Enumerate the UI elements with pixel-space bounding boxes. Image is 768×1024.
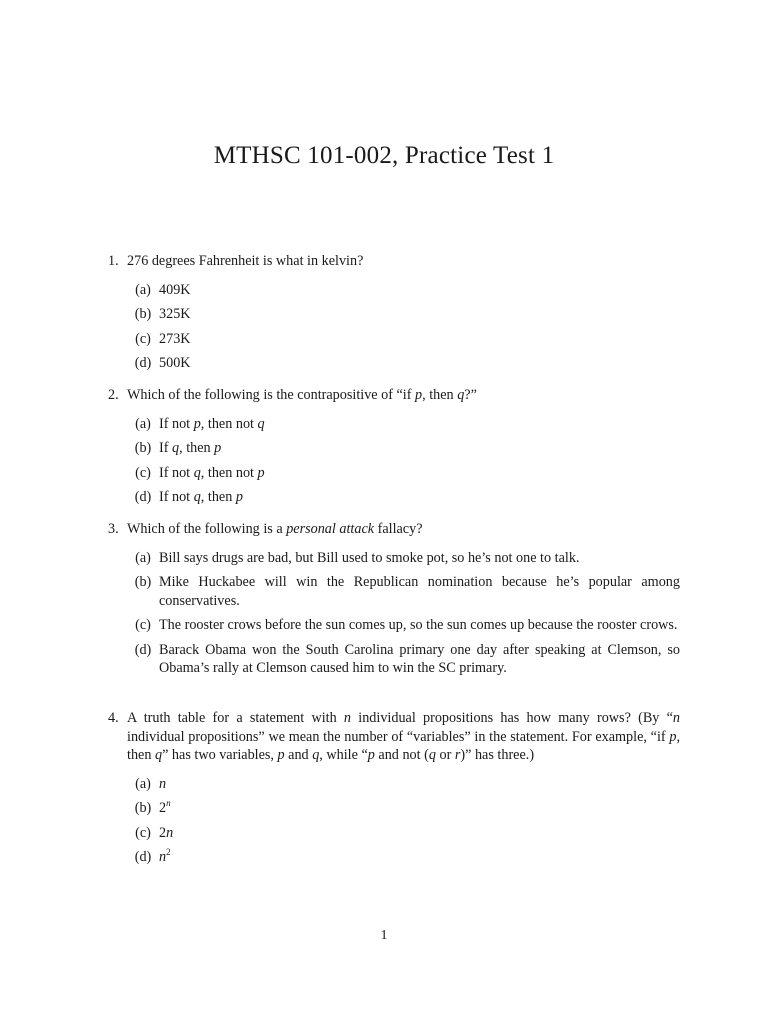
- math-variable: q: [154, 747, 163, 763]
- option-text: Mike Huckabee will win the Republican nomination because he’s popular among conservatives.: [159, 574, 680, 609]
- option-label: ( d ): [131, 641, 155, 660]
- question-text-mid: , then: [422, 387, 458, 403]
- answer-option-c: [131, 616, 680, 635]
- option-text-mid: , then not: [200, 464, 258, 481]
- question-1: [108, 252, 680, 379]
- answer-option-b: [131, 305, 680, 324]
- math-variable: p: [367, 747, 375, 763]
- math-variable: p: [193, 415, 201, 432]
- math-variable: q: [312, 747, 320, 763]
- option-text: Barack Obama won the South Carolina primary one day after speaking at Clemson, so Obama’s rally at Clemson caused him to win the SC primary.: [159, 641, 680, 676]
- question-text-post: ?”: [464, 387, 477, 403]
- option-label: ( b ): [131, 799, 155, 818]
- option-text: 325K: [159, 306, 191, 322]
- math-variable: n: [159, 775, 167, 792]
- math-variable: q: [193, 489, 201, 505]
- option-label: ( c ): [131, 464, 155, 483]
- option-text: Bill says drugs are bad, but Bill used to smoke pot, so he’s not one to talk.: [159, 549, 580, 566]
- option-text: The rooster crows before the sun comes up, so the sun comes up because the rooster crows.: [159, 617, 678, 633]
- math-variable: p: [415, 387, 423, 403]
- math-variable: q: [257, 415, 265, 432]
- answer-option-b: [131, 439, 680, 458]
- question-text: ” has two variables,: [162, 747, 278, 763]
- option-math: [159, 776, 166, 792]
- math-variable: n: [159, 849, 167, 865]
- page-number: 1: [380, 928, 388, 943]
- question-text: individual propositions has how many rows? (By “: [351, 710, 673, 726]
- option-label: ( b ): [131, 305, 155, 324]
- math-variable: p: [257, 464, 265, 481]
- document-title: MTHSC 101-002, Practice Test 1: [213, 142, 555, 169]
- option-text: 409K: [159, 281, 191, 298]
- math-variable: q: [428, 747, 436, 763]
- question-text: A truth table for a statement with: [127, 710, 344, 726]
- question-stem: [108, 386, 680, 405]
- option-label: ( d ): [131, 848, 155, 867]
- emphasized-term: personal attack: [286, 521, 375, 537]
- option-text-mid: , then: [200, 489, 236, 505]
- math-variable: q: [193, 464, 201, 481]
- option-text-mid: , then: [179, 440, 215, 456]
- answer-option-b: [131, 799, 680, 818]
- option-text: 500K: [159, 355, 191, 371]
- option-math: [159, 849, 171, 865]
- option-text: 273K: [159, 330, 191, 347]
- option-label: ( c ): [131, 330, 155, 349]
- question-text: or: [435, 747, 455, 763]
- question-text: individual propositions” we mean the number of “variables” in the statement. For example, “if: [127, 728, 670, 745]
- answer-options: [108, 549, 680, 678]
- question-2: [108, 386, 680, 513]
- option-math: [159, 825, 173, 841]
- question-number: 3.: [108, 521, 119, 537]
- math-variable: n: [343, 710, 352, 726]
- option-label: ( a ): [131, 549, 155, 568]
- question-text: )” has three.): [460, 747, 535, 763]
- answer-option-c: [131, 464, 680, 483]
- question-text-post: fallacy?: [374, 521, 423, 537]
- question-text-pre: Which of the following is the contrapositive of “if: [127, 387, 416, 403]
- question-text: and not (: [374, 747, 429, 763]
- option-text-pre: If: [159, 440, 172, 456]
- math-coefficient: 2: [159, 824, 167, 841]
- option-label: ( c ): [131, 824, 155, 843]
- answer-option-d: [131, 641, 680, 678]
- option-label: ( d ): [131, 354, 155, 373]
- answer-option-a: [131, 549, 680, 568]
- question-text-pre: Which of the following is a: [127, 521, 287, 537]
- option-label: ( a ): [131, 281, 155, 300]
- math-variable: n: [672, 710, 681, 726]
- answer-option-c: [131, 824, 680, 843]
- math-coefficient: 2: [159, 800, 167, 816]
- option-label: ( b ): [131, 573, 155, 592]
- math-variable: q: [457, 387, 465, 403]
- question-text: 276 degrees Fahrenheit is what in kelvin?: [127, 253, 364, 269]
- question-stem: [108, 520, 680, 539]
- option-label: ( a ): [131, 775, 155, 794]
- answer-option-a: [131, 775, 680, 794]
- math-variable: p: [277, 747, 285, 763]
- answer-option-c: [131, 330, 680, 349]
- answer-option-d: [131, 848, 680, 867]
- question-text: and: [284, 747, 313, 763]
- math-variable: p: [669, 728, 677, 745]
- option-label: ( d ): [131, 488, 155, 507]
- option-label: ( a ): [131, 415, 155, 434]
- question-text: , then: [127, 728, 680, 763]
- question-stem: [108, 252, 680, 271]
- option-text-mid: , then not: [200, 415, 258, 432]
- option-text-pre: If not: [159, 415, 194, 432]
- option-text-pre: If not: [159, 489, 194, 505]
- option-math: [159, 800, 171, 816]
- question-number: 1.: [108, 253, 119, 269]
- answer-option-a: [131, 281, 680, 300]
- answer-options: [108, 281, 680, 373]
- option-label: ( b ): [131, 439, 155, 458]
- math-variable: r: [454, 747, 461, 763]
- math-variable: q: [172, 440, 180, 456]
- question-number: 4.: [108, 710, 119, 726]
- answer-option-a: [131, 415, 680, 434]
- answer-options: [108, 415, 680, 507]
- option-label: ( c ): [131, 616, 155, 635]
- answer-option-d: [131, 488, 680, 507]
- question-stem: [108, 709, 680, 765]
- math-variable: p: [235, 489, 243, 505]
- question-3: [108, 520, 680, 684]
- question-text: , while “: [319, 747, 368, 763]
- option-text-pre: If not: [159, 464, 194, 481]
- answer-option-b: [131, 573, 680, 610]
- math-exponent: n: [166, 798, 171, 808]
- question-4: [108, 709, 680, 873]
- answer-options: [108, 775, 680, 867]
- question-number: 2.: [108, 387, 119, 403]
- math-variable: p: [214, 440, 222, 456]
- math-exponent: 2: [166, 847, 171, 857]
- math-variable: n: [166, 824, 174, 841]
- answer-option-d: [131, 354, 680, 373]
